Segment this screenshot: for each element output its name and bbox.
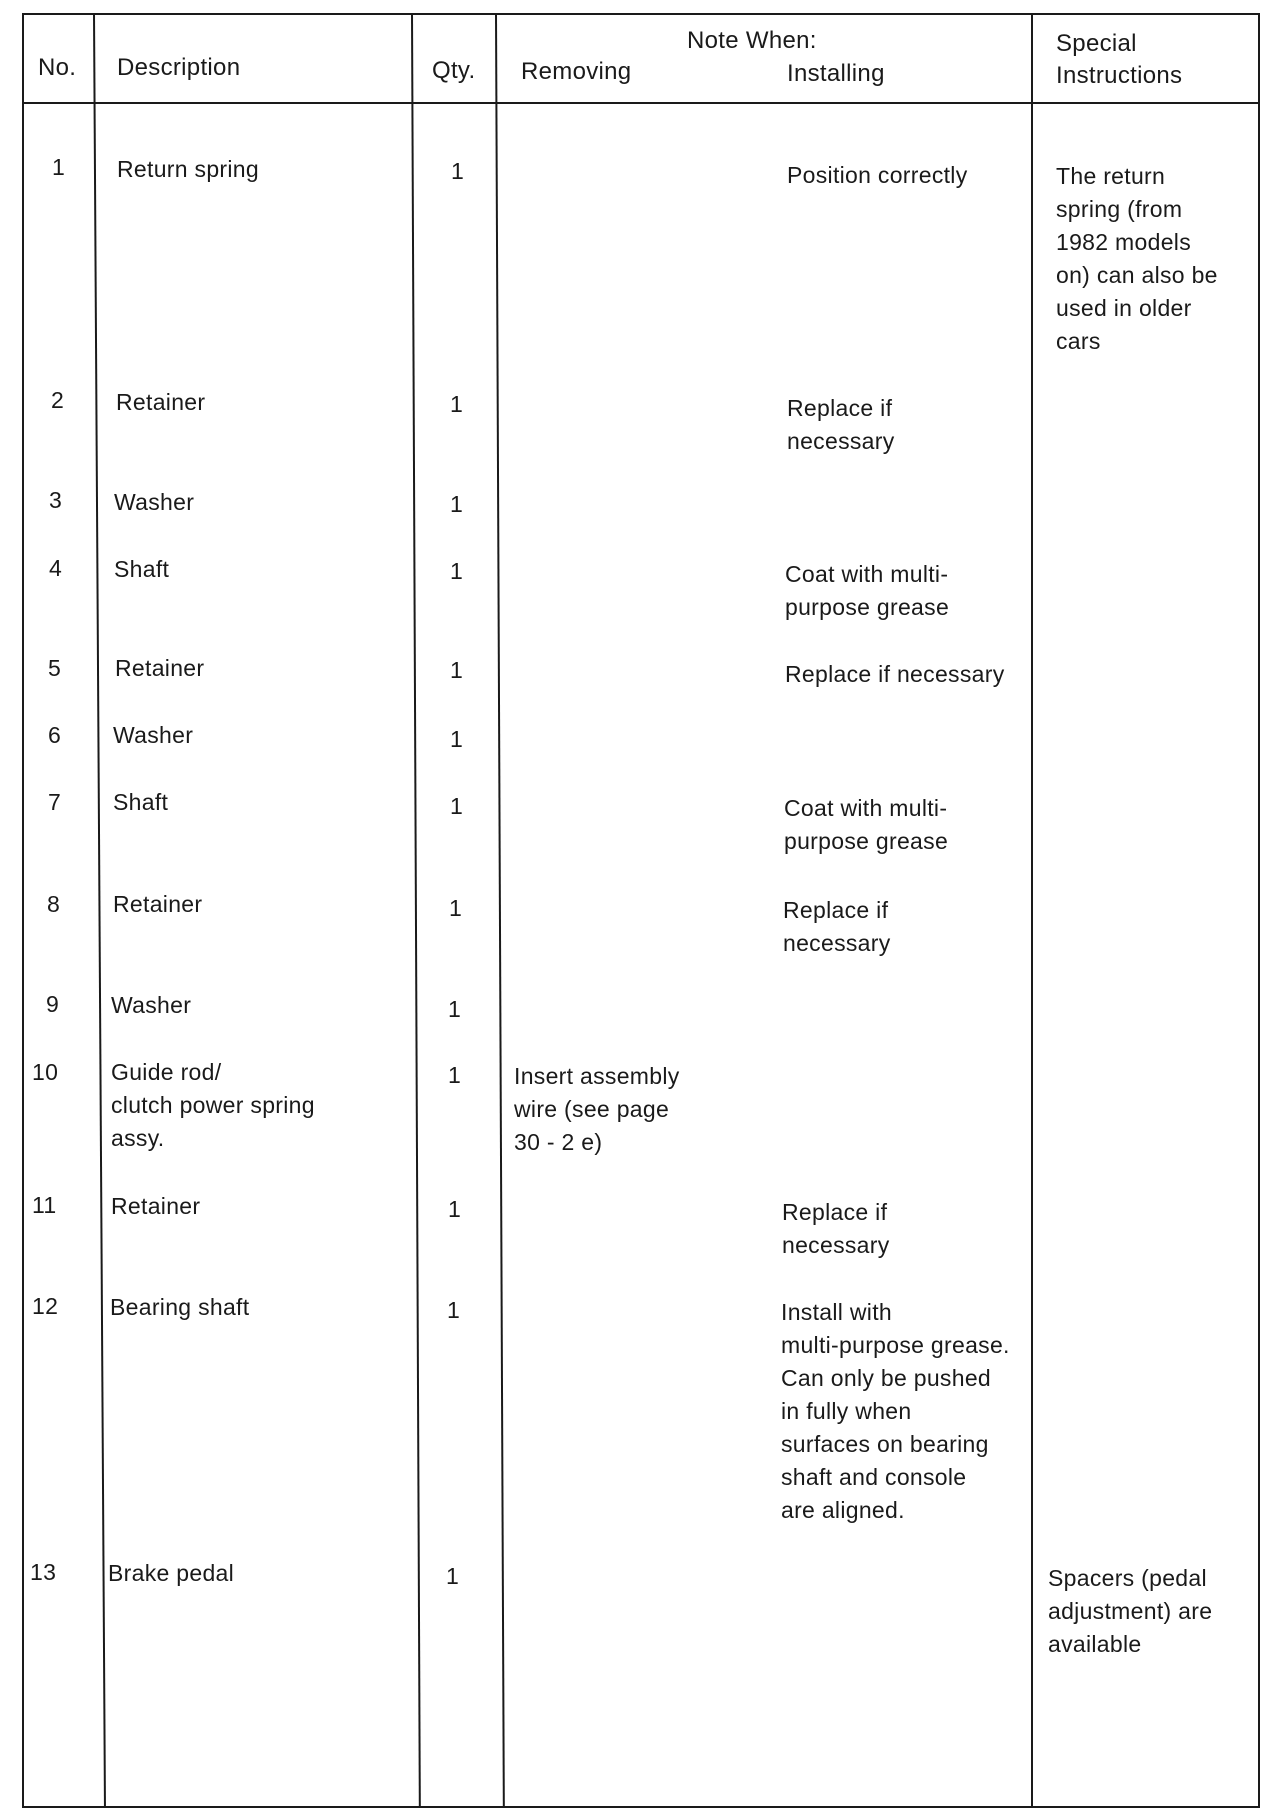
header-removing: Removing bbox=[521, 58, 632, 85]
row-4-qty: 1 bbox=[450, 558, 464, 584]
row-3-description: Washer bbox=[114, 489, 195, 515]
row-10-description: Guide rod/ clutch power spring assy. bbox=[111, 1059, 315, 1151]
row-2-qty: 1 bbox=[450, 391, 464, 417]
row-12-no: 12 bbox=[32, 1293, 59, 1319]
row-9-no: 9 bbox=[46, 991, 60, 1017]
row-10-removing: Insert assembly wire (see page 30 - 2 e) bbox=[514, 1063, 680, 1155]
table-bottom-border bbox=[22, 1806, 1260, 1808]
row-2-no: 2 bbox=[51, 387, 65, 413]
col-divider-right-edge bbox=[1258, 13, 1260, 1808]
row-11-description: Retainer bbox=[111, 1193, 201, 1219]
row-10-no: 10 bbox=[32, 1059, 59, 1085]
row-12-installing: Install with multi-purpose grease. Can only be pushed in fully when surfaces on bearing shaft and console are aligned. bbox=[781, 1299, 1010, 1523]
col-divider-qty bbox=[495, 13, 505, 1808]
row-2-description: Retainer bbox=[116, 389, 206, 415]
row-13-no: 13 bbox=[30, 1559, 57, 1585]
row-13-description: Brake pedal bbox=[108, 1560, 235, 1586]
row-11-installing: Replace if necessary bbox=[782, 1199, 890, 1258]
table-top-border bbox=[22, 13, 1260, 15]
row-3-qty: 1 bbox=[450, 491, 464, 517]
col-divider-special bbox=[1031, 13, 1033, 1808]
row-13-special: Spacers (pedal adjustment) are available bbox=[1048, 1565, 1213, 1657]
col-divider-no bbox=[93, 13, 106, 1808]
row-4-no: 4 bbox=[49, 555, 63, 581]
row-7-installing: Coat with multi- purpose grease bbox=[784, 795, 949, 854]
col-divider-left-edge bbox=[22, 13, 24, 1808]
row-8-qty: 1 bbox=[449, 895, 463, 921]
row-10-qty: 1 bbox=[448, 1062, 462, 1088]
header-description: Description bbox=[117, 54, 241, 81]
row-4-installing: Coat with multi- purpose grease bbox=[785, 561, 950, 620]
row-3-no: 3 bbox=[49, 487, 63, 513]
row-2-installing: Replace if necessary bbox=[787, 395, 895, 454]
header-bottom-border bbox=[22, 102, 1260, 104]
header-note-when: Note When: bbox=[687, 27, 817, 54]
row-1-qty: 1 bbox=[451, 158, 465, 184]
row-5-qty: 1 bbox=[450, 657, 464, 683]
row-13-qty: 1 bbox=[446, 1563, 460, 1589]
row-1-special: The return spring (from 1982 models on) can also be used in older cars bbox=[1056, 163, 1218, 354]
row-9-description: Washer bbox=[111, 992, 192, 1018]
row-5-no: 5 bbox=[48, 655, 62, 681]
row-11-qty: 1 bbox=[448, 1196, 462, 1222]
header-installing: Installing bbox=[787, 60, 885, 87]
header-no: No. bbox=[38, 54, 77, 81]
row-5-installing: Replace if necessary bbox=[785, 661, 1005, 687]
row-5-description: Retainer bbox=[115, 655, 205, 681]
row-7-qty: 1 bbox=[450, 793, 464, 819]
row-4-description: Shaft bbox=[114, 556, 170, 582]
header-special-line1: Special bbox=[1056, 30, 1137, 57]
row-6-no: 6 bbox=[48, 722, 62, 748]
row-1-no: 1 bbox=[52, 154, 66, 180]
row-9-qty: 1 bbox=[448, 996, 462, 1022]
row-7-no: 7 bbox=[48, 789, 62, 815]
row-8-description: Retainer bbox=[113, 891, 203, 917]
row-1-installing: Position correctly bbox=[787, 162, 968, 188]
row-8-no: 8 bbox=[47, 891, 61, 917]
row-6-qty: 1 bbox=[450, 726, 464, 752]
row-8-installing: Replace if necessary bbox=[783, 897, 891, 956]
row-12-description: Bearing shaft bbox=[110, 1294, 250, 1320]
row-11-no: 11 bbox=[32, 1192, 57, 1218]
header-qty: Qty. bbox=[432, 57, 476, 84]
row-12-qty: 1 bbox=[447, 1297, 461, 1323]
row-7-description: Shaft bbox=[113, 789, 169, 815]
row-6-description: Washer bbox=[113, 722, 194, 748]
row-1-description: Return spring bbox=[117, 156, 259, 182]
header-special-line2: Instructions bbox=[1056, 62, 1183, 89]
col-divider-description bbox=[411, 13, 421, 1808]
